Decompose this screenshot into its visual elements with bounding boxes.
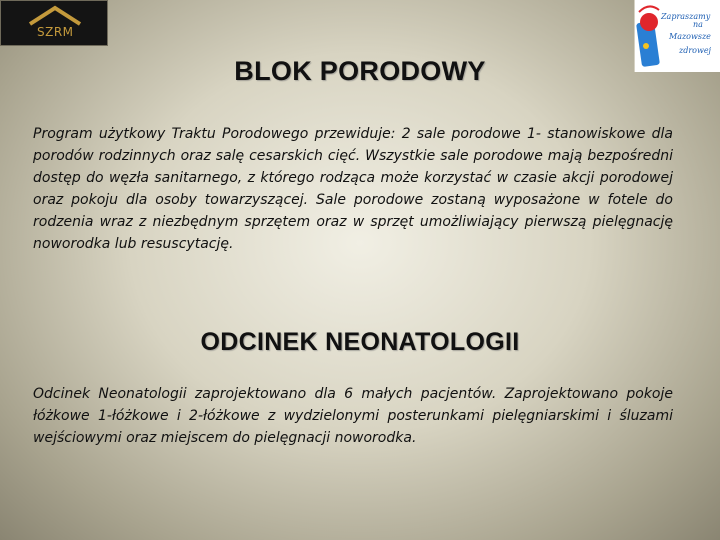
section-paragraph-odcinek-neonatologii: Odcinek Neonatologii zaprojektowano dla 6 małych pacjentów. Zaprojektowano pokoje łóżkowe 1-łóżkowe i 2-łóżkowe z wydzielonymi posterunkami pielęgniarskimi i śluzami wejściowymi oraz miejscem do pielęgnacji noworodka. [33, 386, 673, 446]
logo-text: SZRM [37, 25, 74, 39]
szrm-logo [0, 0, 108, 46]
campaign-logo: Zapraszamy na Mazowsze zdrowej [634, 0, 720, 72]
section-title-odcinek-neonatologii: ODCINEK NEONATOLOGII [200, 328, 520, 356]
section-paragraph-blok-porodowy: Program użytkowy Traktu Porodowego przewiduje: 2 sale porodowe 1- stanowiskowe dla porodów rodzinnych oraz salę cesarskich cięć. Wszystkie sale porodowe mają bezpośredni dostęp do węzła sanitarnego, z którego rodząca może korzystać w czasie akcji porodowej oraz pokoju dla osoby towarzyszącej. Sale porodowe zostaną wyposażone w fotele do rodzenia wraz z niezbędnym sprzętem oraz w sprzęt umożliwiający pierwszą pielęgnację noworodka lub resuscytację. [33, 126, 673, 252]
house-roof-icon [28, 5, 82, 27]
section-title-blok-porodowy: BLOK PORODOWY [234, 56, 486, 86]
